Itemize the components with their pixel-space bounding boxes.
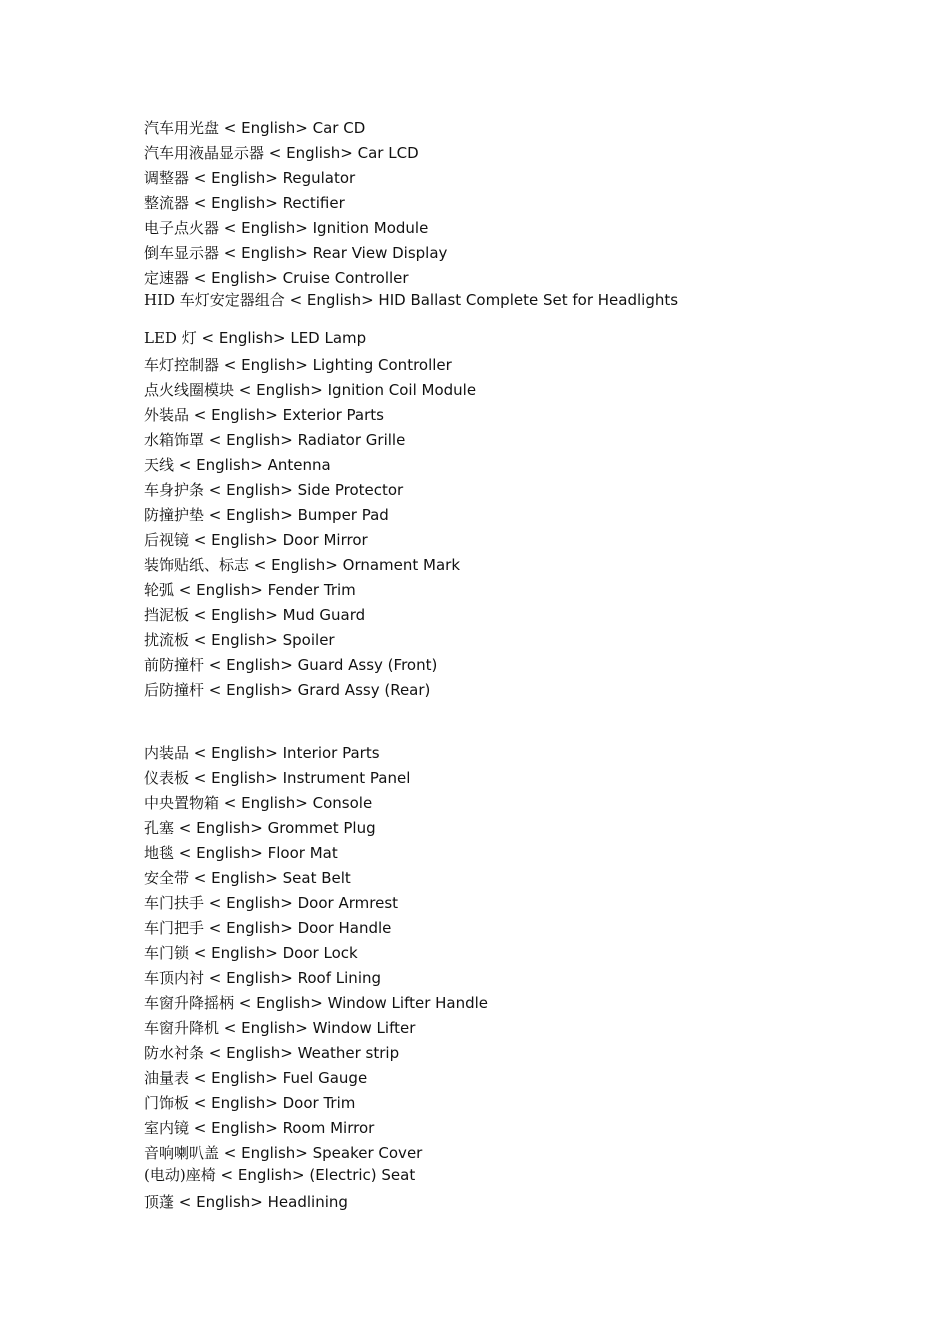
term-english: < English> Headlining <box>178 1193 348 1211</box>
entry-line <box>144 118 365 138</box>
term-english: < English> Car CD <box>223 119 366 137</box>
term-english: < English> Console <box>223 794 373 812</box>
term-english: < English> Cruise Controller <box>193 269 409 287</box>
term-english: < English> Door Lock <box>193 944 358 962</box>
term-english: < English> Fuel Gauge <box>193 1069 368 1087</box>
term-chinese: 水箱饰罩 <box>144 431 205 449</box>
term-english: < English> Fender Trim <box>178 581 356 599</box>
term-chinese: 仪表板 <box>144 769 190 787</box>
term-chinese: 外装品 <box>144 406 190 424</box>
term-english: < English> Car LCD <box>268 144 419 162</box>
entry-line <box>144 290 678 310</box>
term-chinese: 防撞护垫 <box>144 506 205 524</box>
term-english: < English> Guard Assy (Front) <box>208 656 438 674</box>
entry-line <box>144 430 405 450</box>
entry-line <box>144 993 488 1013</box>
term-chinese: 地毯 <box>144 844 175 862</box>
term-english: < English> Instrument Panel <box>193 769 411 787</box>
term-chinese: 车门锁 <box>144 944 190 962</box>
term-chinese: 整流器 <box>144 194 190 212</box>
term-chinese: 安全带 <box>144 869 190 887</box>
term-english: < English> Side Protector <box>208 481 404 499</box>
term-english: < English> LED Lamp <box>201 329 367 347</box>
term-chinese: 车身护条 <box>144 481 205 499</box>
entry-line <box>144 893 398 913</box>
entry-line <box>144 355 452 375</box>
entry-line <box>144 768 410 788</box>
entry-line <box>144 680 430 700</box>
term-chinese: HID 车灯安定器组合 <box>144 291 285 309</box>
term-english: < English> Door Handle <box>208 919 392 937</box>
term-english: < English> Ignition Coil Module <box>238 381 477 399</box>
term-chinese: 防水衬条 <box>144 1044 205 1062</box>
term-chinese: 车门把手 <box>144 919 205 937</box>
term-english: < English> Regulator <box>193 169 356 187</box>
term-chinese: 门饰板 <box>144 1094 190 1112</box>
term-english: < English> Mud Guard <box>193 606 366 624</box>
term-chinese: 后视镜 <box>144 531 190 549</box>
entry-line <box>144 143 419 163</box>
term-chinese: 扰流板 <box>144 631 190 649</box>
entry-line <box>144 1192 348 1212</box>
term-english: < English> Antenna <box>178 456 331 474</box>
entry-line <box>144 1143 422 1163</box>
term-chinese: 天线 <box>144 456 175 474</box>
term-english: < English> Room Mirror <box>193 1119 375 1137</box>
term-chinese: 轮弧 <box>144 581 175 599</box>
term-english: < English> Door Mirror <box>193 531 368 549</box>
entry-line <box>144 1118 374 1138</box>
term-chinese: 电子点火器 <box>144 219 220 237</box>
term-chinese: 前防撞杆 <box>144 656 205 674</box>
term-english: < English> Grard Assy (Rear) <box>208 681 431 699</box>
term-english: < English> Grommet Plug <box>178 819 376 837</box>
entry-line <box>144 655 437 675</box>
entry-line <box>144 605 365 625</box>
entry-line <box>144 630 335 650</box>
entry-line <box>144 918 391 938</box>
entry-line <box>144 1093 355 1113</box>
term-english: < English> Window Lifter <box>223 1019 416 1037</box>
term-chinese: 后防撞杆 <box>144 681 205 699</box>
entry-line <box>144 555 460 575</box>
term-chinese: 车窗升降摇柄 <box>144 994 235 1012</box>
term-chinese: 室内镜 <box>144 1119 190 1137</box>
term-chinese: 装饰贴纸、标志 <box>144 556 250 574</box>
entry-line <box>144 505 389 525</box>
term-english: < English> Window Lifter Handle <box>238 994 489 1012</box>
term-chinese: (电动)座椅 <box>144 1166 216 1184</box>
entry-line <box>144 480 403 500</box>
term-chinese: LED 灯 <box>144 329 197 347</box>
entry-line <box>144 818 376 838</box>
entry-line <box>144 1068 367 1088</box>
term-english: < English> Roof Lining <box>208 969 382 987</box>
entry-line <box>144 380 476 400</box>
term-chinese: 内装品 <box>144 744 190 762</box>
entry-line <box>144 1018 415 1038</box>
entry-line <box>144 793 372 813</box>
entry-line <box>144 743 380 763</box>
term-english: < English> Spoiler <box>193 631 335 649</box>
term-english: < English> Lighting Controller <box>223 356 452 374</box>
entry-line <box>144 243 447 263</box>
term-english: < English> Rectifier <box>193 194 345 212</box>
term-chinese: 挡泥板 <box>144 606 190 624</box>
entry-line <box>144 328 366 348</box>
term-chinese: 音响喇叭盖 <box>144 1144 220 1162</box>
entry-line <box>144 193 345 213</box>
entry-line <box>144 1043 399 1063</box>
term-english: < English> Door Trim <box>193 1094 356 1112</box>
term-english: < English> Seat Belt <box>193 869 351 887</box>
entry-line <box>144 843 338 863</box>
term-english: < English> Weather strip <box>208 1044 400 1062</box>
term-english: < English> Ornament Mark <box>253 556 461 574</box>
term-chinese: 中央置物箱 <box>144 794 220 812</box>
entry-line <box>144 580 356 600</box>
entry-line <box>144 968 381 988</box>
entry-line <box>144 868 351 888</box>
term-chinese: 车门扶手 <box>144 894 205 912</box>
entry-line <box>144 168 355 188</box>
entry-line <box>144 455 331 475</box>
term-english: < English> Bumper Pad <box>208 506 389 524</box>
term-chinese: 车窗升降机 <box>144 1019 220 1037</box>
entry-line <box>144 1165 415 1185</box>
entry-line <box>144 218 428 238</box>
term-english: < English> Door Armrest <box>208 894 399 912</box>
entry-line <box>144 530 368 550</box>
entry-line <box>144 268 409 288</box>
term-english: < English> Floor Mat <box>178 844 338 862</box>
entry-line <box>144 943 358 963</box>
term-chinese: 调整器 <box>144 169 190 187</box>
term-english: < English> Radiator Grille <box>208 431 406 449</box>
term-english: < English> Ignition Module <box>223 219 429 237</box>
term-chinese: 车顶内衬 <box>144 969 205 987</box>
entry-line <box>144 405 384 425</box>
term-english: < English> HID Ballast Complete Set for Headlights <box>289 291 679 309</box>
term-chinese: 顶蓬 <box>144 1193 175 1211</box>
term-english: < English> Rear View Display <box>223 244 448 262</box>
term-english: < English> Exterior Parts <box>193 406 384 424</box>
term-english: < English> Speaker Cover <box>223 1144 423 1162</box>
term-chinese: 车灯控制器 <box>144 356 220 374</box>
term-chinese: 点火线圈模块 <box>144 381 235 399</box>
term-chinese: 倒车显示器 <box>144 244 220 262</box>
term-chinese: 孔塞 <box>144 819 175 837</box>
term-chinese: 油量表 <box>144 1069 190 1087</box>
term-english: < English> (Electric) Seat <box>220 1166 416 1184</box>
term-chinese: 汽车用光盘 <box>144 119 220 137</box>
term-chinese: 汽车用液晶显示器 <box>144 144 265 162</box>
term-english: < English> Interior Parts <box>193 744 380 762</box>
term-chinese: 定速器 <box>144 269 190 287</box>
